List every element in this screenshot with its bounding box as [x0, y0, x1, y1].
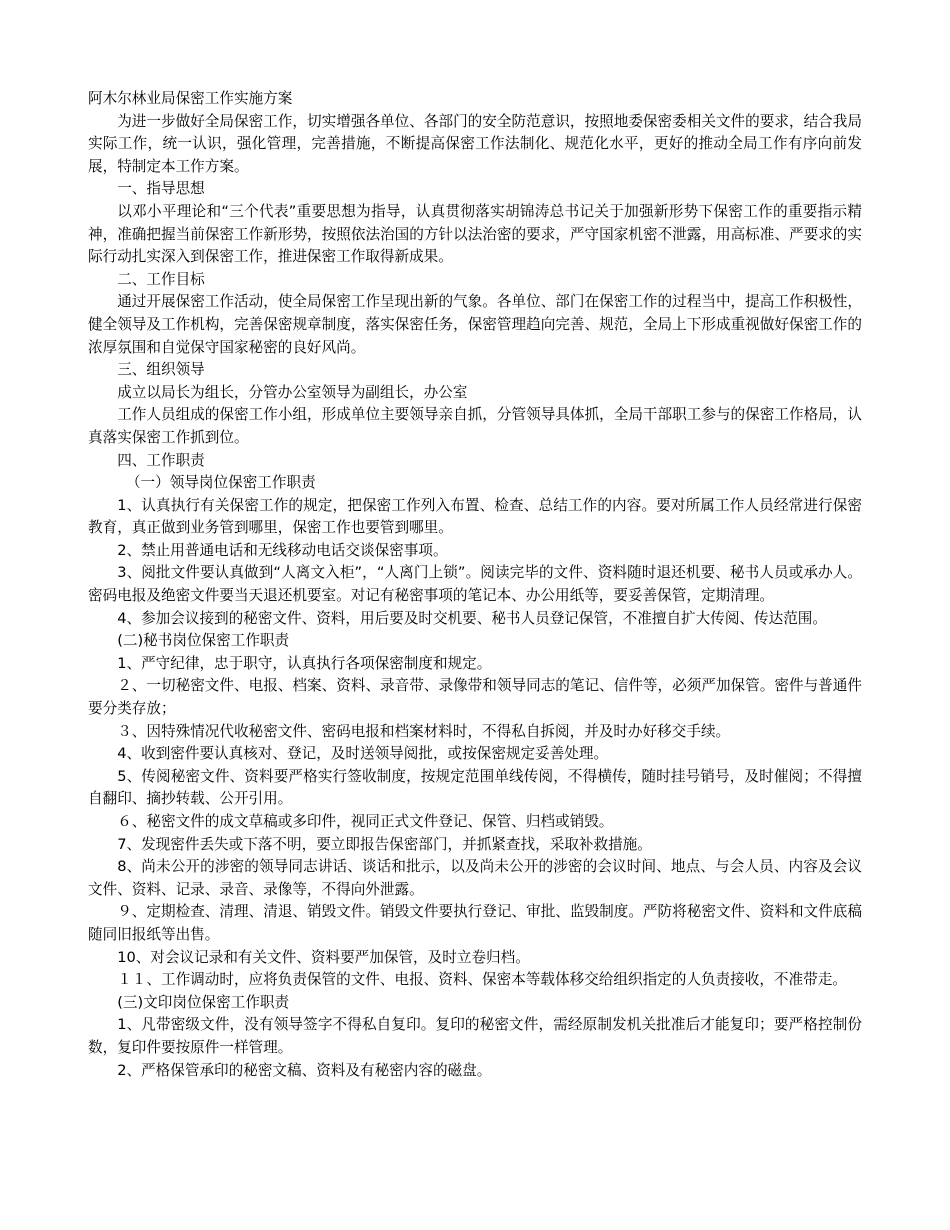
body-paragraph: 8、尚未公开的涉密的领导同志讲话、谈话和批示，以及尚未公开的涉密的会议时间、地点、与会人员、内容及会议文件、资料、记录、录音、录像等，不得向外泄露。 — [88, 858, 862, 898]
section-heading: (二)秘书岗位保密工作职责 — [117, 632, 290, 650]
body-paragraph: 3、阅批文件要认真做到“人离文入柜”，“人离门上锁”。阅读完毕的文件、资料随时退还机要、秘书人员或承办人。密码电报及绝密文件要当天退还机要室。对记有秘密事项的笔记本、办公用纸等，要妥善保管，定期清理。 — [88, 564, 862, 605]
section-heading: 四、工作职责 — [117, 451, 205, 469]
section-heading: （一）领导岗位保密工作职责 — [125, 474, 316, 492]
body-paragraph: 1、严守纪律，忠于职守，认真执行各项保密制度和规定。 — [117, 654, 492, 672]
body-paragraph: 1、凡带密级文件，没有领导签字不得私自复印。复印的秘密文件，需经原制发机关批准后才能复印；要严格控制份数，复印件要按原件一样管理。 — [88, 1016, 862, 1056]
section-heading: 三、组织领导 — [117, 361, 205, 379]
body-paragraph: ２、一切秘密文件、电报、档案、资料、录音带、录像带和领导同志的笔记、信件等，必须严加保管。密件与普通件要分类存放； — [88, 677, 862, 718]
body-paragraph: 成立以局长为组长，分管办公室领导为副组长，办公室 — [117, 383, 468, 401]
body-paragraph: １１、工作调动时，应将负责保管的文件、电报、资料、保密本等载体移交给组织指定的人负责接收，不准带走。 — [117, 971, 847, 989]
document-body — [88, 111, 862, 1083]
document-page — [88, 88, 862, 1082]
body-paragraph: 为进一步做好全局保密工作，切实增强各单位、各部门的安全防范意识，按照地委保密委相关文件的要求，结合我局实际工作，统一认识，强化管理，完善措施，不断提高保密工作法制化、规范化水平，更好的推动全局工作有序向前发展，特制定本工作方案。 — [88, 112, 862, 175]
body-paragraph: 通过开展保密工作活动，使全局保密工作呈现出新的气象。各单位、部门在保密工作的过程当中，提高工作积极性，健全领导及工作机构，完善保密规章制度，落实保密任务，保密管理趋向完善、规范，全局上下形成重视做好保密工作的浓厚氛围和自觉保守国家秘密的良好风尚。 — [88, 293, 862, 356]
body-paragraph: ６、秘密文件的成文草稿或多印件，视同正式文件登记、保管、归档或销毁。 — [117, 813, 614, 830]
body-paragraph: 1、认真执行有关保密工作的规定，把保密工作列入布置、检查、总结工作的内容。要对所属工作人员经常进行保密教育，真正做到业务管到哪里，保密工作也要管到哪里。 — [88, 496, 862, 537]
body-paragraph: 以邓小平理论和“三个代表”重要思想为指导，认真贯彻落实胡锦涛总书记关于加强新形势下保密工作的重要指示精神，准确把握当前保密工作新形势，按照依法治国的方针以法治密的要求，严守国家机密不泄露，用高标准、严要求的实际行动扎实深入到保密工作，推进保密工作取得新成果。 — [88, 202, 862, 266]
body-paragraph: 2、禁止用普通电话和无线移动电话交谈保密事项。 — [117, 541, 448, 559]
section-heading: (三)文印岗位保密工作职责 — [117, 993, 290, 1011]
body-paragraph: 4、参加会议接到的秘密文件、资料，用后要及时交机要、秘书人员登记保管，不准擅自扩大传阅、传达范围。 — [117, 609, 827, 627]
body-paragraph: 10、对会议记录和有关文件、资料要严加保管，及时立卷归档。 — [117, 948, 530, 966]
section-heading: 二、工作目标 — [117, 270, 205, 288]
body-paragraph: ９、定期检查、清理、清退、销毁文件。销毁文件要执行登记、审批、监毁制度。严防将秘密文件、资料和文件底稿随同旧报纸等出售。 — [88, 903, 862, 943]
body-paragraph: 工作人员组成的保密工作小组，形成单位主要领导亲自抓，分管领导具体抓，全局干部职工参与的保密工作格局，认真落实保密工作抓到位。 — [88, 406, 862, 446]
document-title: 阿木尔林业局保密工作实施方案 — [88, 90, 293, 107]
body-paragraph: 4、收到密件要认真核对、登记，及时送领导阅批，或按保密规定妥善处理。 — [117, 745, 609, 763]
section-heading: 一、指导思想 — [117, 180, 205, 198]
body-paragraph: 7、发现密件丢失或下落不明，要立即报告保密部门，并抓紧查找，采取补救措施。 — [117, 835, 652, 853]
body-paragraph: ３、因特殊情况代收秘密文件、密码电报和档案材料时，不得私自拆阅，并及时办好移交手续。 — [117, 722, 731, 740]
body-paragraph: 5、传阅秘密文件、资料要严格实行签收制度，按规定范围单线传阅，不得横传，随时挂号销号，及时催阅；不得擅自翻印、摘抄转载、公开引用。 — [88, 767, 862, 808]
body-paragraph: 2、严格保管承印的秘密文稿、资料及有秘密内容的磁盘。 — [117, 1061, 492, 1079]
